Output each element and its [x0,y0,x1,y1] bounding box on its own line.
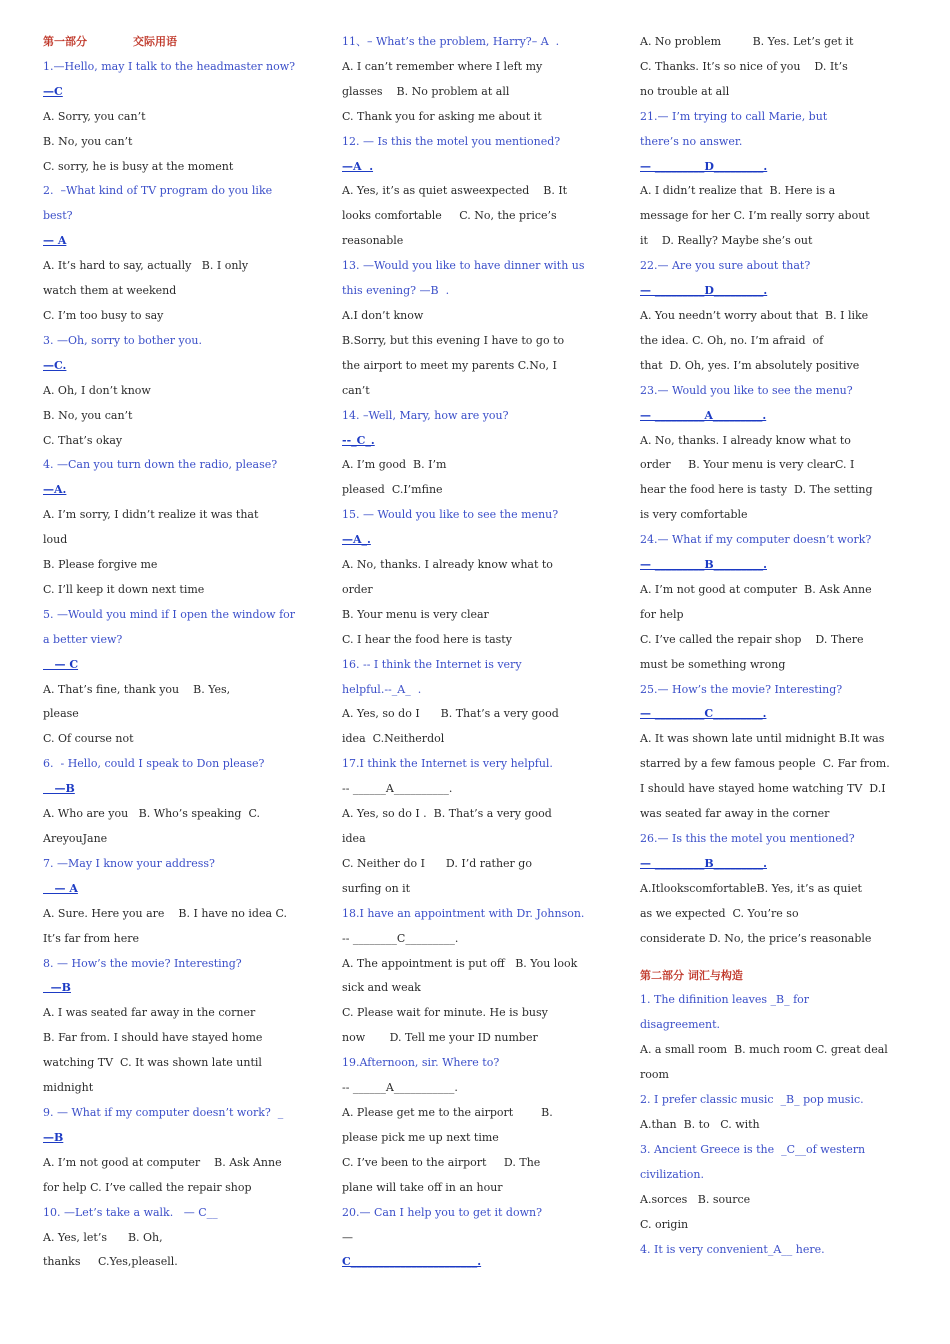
option-line: A. I can’t remember where I left my [342,59,543,73]
option-line: idea C.Neitherdol [342,732,445,746]
answer-line: —A. [43,483,67,497]
option-line: A. I’m good B. I’m [342,458,447,472]
option-line: A.than B. to C. with [640,1117,760,1131]
option-line: reasonable [342,234,404,248]
question-line: 25.— How’s the movie? Interesting? [640,682,843,696]
option-line: A.ItlookscomfortableB. Yes, it’s as quiet [640,881,862,895]
option-line: A. I’m sorry, I didn’t realize it was that [43,508,259,522]
option-line: — [342,1230,353,1244]
option-line: C. sorry, he is busy at the moment [43,159,234,173]
section-heading: 第一部分 交际用语 [43,35,177,48]
option-line: watch them at weekend [43,284,177,298]
answer-line: —B [43,782,75,796]
question-line: 23.— Would you like to see the menu? [640,383,853,397]
question-line: disagreement. [640,1018,721,1032]
option-line: C. Neither do I D. I’d rather go [342,856,532,870]
option-line: A. The appointment is put off B. You look [342,956,578,970]
option-line: A. I didn’t realize that B. Here is a [640,184,836,198]
answer-line: — A [43,234,67,248]
option-line: C. I’m too busy to say [43,308,164,322]
option-line: A. I was seated far away in the corner [43,1006,256,1020]
answer-line: —B [43,1130,64,1144]
question-line: 4. It is very convenient_A__ here. [640,1242,825,1256]
option-line: room [640,1068,669,1082]
question-line: this evening? —B . [342,284,450,298]
question-line: 21.— I’m trying to call Marie, but [640,109,828,123]
question-line: civilization. [640,1167,704,1181]
option-line: is very comfortable [640,508,748,522]
question-line: 22.— Are you sure about that? [640,259,811,273]
answer-line: — C [43,657,79,671]
option-line: C. origin [640,1217,689,1231]
answer-line: —C. [43,358,67,372]
question-line: 14. –Well, Mary, how are you? [342,408,509,422]
option-line: it D. Really? Maybe she’s out [640,234,813,248]
answer-line: —A . [342,159,374,173]
question-line: 6. - Hello, could I speak to Don please? [43,757,265,771]
option-line: A. Yes, so do I B. That’s a very good [342,707,559,721]
option-line: A.I don’t know [342,308,424,322]
column-right [640,30,910,1262]
option-line: for help [640,607,684,621]
option-line: C. I hear the food here is tasty [342,632,512,646]
option-line: A. I’m not good at computer B. Ask Anne [43,1155,282,1169]
option-line: please pick me up next time [342,1130,499,1144]
question-line: 12. — Is this the motel you mentioned? [342,134,561,148]
question-line: 13. —Would you like to have dinner with us [342,259,585,273]
option-line: please [43,707,79,721]
section-gap [640,952,910,964]
column-left [43,30,313,1275]
question-line: there’s no answer. [640,134,743,148]
option-line: -- ______A__________. [342,782,453,796]
answer-line: — _________D_________. [640,159,768,173]
option-line: I should have stayed home watching TV D.I [640,782,886,796]
answer-line: — A [43,881,78,895]
option-line: C. Please wait for minute. He is busy [342,1006,548,1020]
option-line: A.sorces B. source [640,1192,751,1206]
question-line: 11、– What’s the problem, Harry?– A . [342,35,560,48]
section-heading: 第二部分 词汇与构造 [640,968,743,982]
option-line: A. Yes, it’s as quiet asweexpected B. It [342,184,568,198]
option-line: A. Please get me to the airport B. [342,1105,553,1119]
option-line: A. No problem B. Yes. Let’s get it [640,35,854,48]
option-line: C. Thank you for asking me about it [342,109,542,123]
option-line: watching TV C. It was shown late until [43,1056,262,1070]
question-line: 24.— What if my computer doesn’t work? [640,533,872,547]
option-line: B. Your menu is very clear [342,607,489,621]
option-line: was seated far away in the corner [640,807,830,821]
option-line: A. Sure. Here you are B. I have no idea C. [43,906,288,920]
question-line: 20.— Can I help you to get it down? [342,1205,542,1219]
question-line: 4. —Can you turn down the radio, please? [43,458,278,472]
option-line: C. Thanks. It’s so nice of you D. It’s [640,59,848,73]
option-line: that D. Oh, yes. I’m absolutely positive [640,358,860,372]
option-line: C. I’ve called the repair shop D. There [640,632,864,646]
option-line: It’s far from here [43,931,140,945]
option-line: surfing on it [342,881,411,895]
question-line: best? [43,209,73,223]
option-line: as we expected C. You’re so [640,906,799,920]
option-line: can’t [342,383,370,397]
option-line: A. Sorry, you can’t [43,109,146,123]
question-line: 1.—Hello, may I talk to the headmaster now? [43,59,296,73]
answer-line: — _________A_________. [640,408,767,422]
option-line: C. Of course not [43,732,134,746]
option-line: -- ______A___________. [342,1081,458,1095]
question-line: 7. —May I know your address? [43,856,215,870]
option-line: considerate D. No, the price’s reasonable [640,931,872,945]
option-line: C. That’s okay [43,433,123,447]
option-line: B. No, you can’t [43,408,133,422]
question-line: 18.I have an appointment with Dr. Johnson. [342,906,585,920]
question-line: 3. Ancient Greece is the _C__of western [640,1142,866,1156]
answer-line: — _________C_________. [640,707,767,721]
option-line: now D. Tell me your ID number [342,1031,538,1045]
column-middle [342,30,612,1275]
option-line: idea [342,832,366,845]
question-line: a better view? [43,632,123,646]
option-line: the airport to meet my parents C.No, I [342,358,557,372]
question-line: 2. –What kind of TV program do you like [43,184,273,198]
option-line: message for her C. I’m really sorry about [640,209,870,223]
option-line: B.Sorry, but this evening I have to go to [342,333,565,347]
option-line: hear the food here is tasty D. The setting [640,483,873,497]
question-line: 1. The difinition leaves _B_ for [640,993,810,1007]
question-line: 5. —Would you mind if I open the window for [43,607,296,621]
answer-line: —B [43,981,71,995]
option-line: A. That’s fine, thank you B. Yes, [43,682,231,696]
option-line: A. a small room B. much room C. great deal [640,1043,888,1057]
option-line: must be something wrong [640,657,786,671]
option-line: B. No, you can’t [43,134,133,148]
answer-line: --_C_. [342,433,375,447]
answer-line: — _________B_________. [640,856,767,870]
option-line: plane will take off in an hour [342,1180,503,1194]
question-line: 16. -- I think the Internet is very [342,657,522,671]
answer-line: — _________B_________. [640,558,767,572]
option-line: order [342,582,373,596]
option-line: order B. Your menu is very clearC. I [640,458,855,472]
question-line: 8. — How’s the movie? Interesting? [43,956,242,970]
question-line: 9. — What if my computer doesn’t work? _ [43,1105,284,1119]
option-line: A. Who are you B. Who’s speaking C. [43,807,260,821]
option-line: B. Far from. I should have stayed home [43,1031,263,1045]
option-line: starred by a few famous people C. Far from. [640,757,890,771]
option-line: looks comfortable C. No, the price’s [342,209,557,223]
answer-line: C_______________________. [342,1255,482,1269]
option-line: B. Please forgive me [43,558,158,572]
answer-line: —A_. [342,533,371,547]
question-line: 2. I prefer classic music _B_ pop music. [640,1093,864,1107]
option-line: A. I’m not good at computer B. Ask Anne [640,582,872,596]
option-line: A. It’s hard to say, actually B. I only [43,259,249,273]
option-line: A. You needn’t worry about that B. I like [640,308,869,322]
option-line: for help C. I’ve called the repair shop [43,1180,252,1194]
option-line: A. No, thanks. I already know what to [640,433,851,447]
question-line: 15. — Would you like to see the menu? [342,508,559,522]
option-line: A. No, thanks. I already know what to [342,558,553,572]
option-line: thanks C.Yes,pleasell. [43,1255,178,1269]
option-line: sick and weak [342,981,421,995]
option-line: C. I’ll keep it down next time [43,582,205,596]
option-line: A. Yes, so do I . B. That’s a very good [342,807,552,821]
question-line: 10. —Let’s take a walk. — C__ [43,1205,218,1219]
option-line: glasses B. No problem at all [342,84,510,98]
option-line: midnight [43,1081,94,1095]
answer-line: —C [43,84,63,98]
option-line: loud [43,533,68,547]
question-line: helpful.--_A_ . [342,682,422,696]
option-line: the idea. C. Oh, no. I’m afraid of [640,333,824,347]
question-line: 17.I think the Internet is very helpful. [342,757,553,771]
question-line: 19.Afternoon, sir. Where to? [342,1056,500,1070]
option-line: no trouble at all [640,84,730,98]
question-line: 3. —Oh, sorry to bother you. [43,333,202,347]
question-line: 26.— Is this the motel you mentioned? [640,832,855,845]
option-line: A. Oh, I don’t know [43,383,151,397]
answer-line: — _________D_________. [640,284,768,298]
option-line: -- ________C_________. [342,931,459,945]
option-line: A. Yes, let’s B. Oh, [43,1230,163,1244]
option-line: AreyouJane [43,832,108,845]
option-line: C. I’ve been to the airport D. The [342,1155,541,1169]
option-line: pleased C.I’mfine [342,483,443,497]
option-line: A. It was shown late until midnight B.It was [640,732,885,746]
